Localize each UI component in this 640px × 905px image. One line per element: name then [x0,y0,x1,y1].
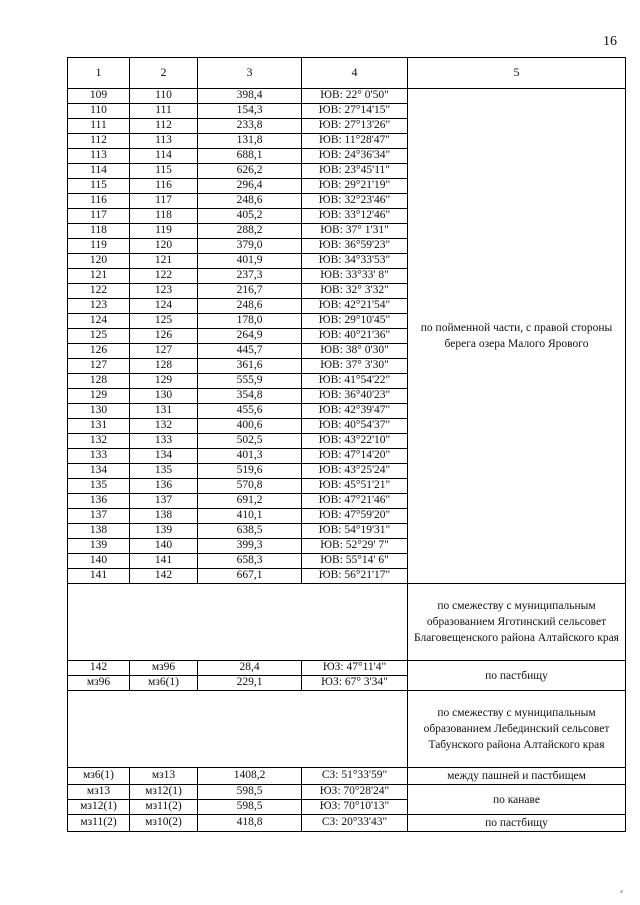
bearing-cell: ЮЗ: 70°28'24" [302,785,408,800]
from-point-cell: 131 [68,419,130,434]
length-cell: 658,3 [198,554,302,569]
to-point-cell: 122 [130,269,198,284]
section-description: между пашней и пастбищем [408,768,626,785]
to-point-cell: 119 [130,224,198,239]
to-point-cell: 137 [130,494,198,509]
from-point-cell: 136 [68,494,130,509]
table-row [68,89,626,104]
bearing-cell: ЮВ: 36°40'23" [302,389,408,404]
bearing-cell: ЮВ: 47°59'20" [302,509,408,524]
length-cell: 399,3 [198,539,302,554]
column-header: 5 [408,58,626,89]
length-cell: 154,3 [198,104,302,119]
bearing-cell: ЮВ: 27°13'26" [302,119,408,134]
section-description: по пастбищу [408,661,626,691]
to-point-cell: мз12(1) [130,785,198,800]
from-point-cell: 123 [68,299,130,314]
bearing-cell: ЮЗ: 70°10'13" [302,800,408,815]
from-point-cell: 127 [68,359,130,374]
to-point-cell: 126 [130,329,198,344]
length-cell: 398,4 [198,89,302,104]
from-point-cell: мз11(2) [68,815,130,832]
length-cell: 400,6 [198,419,302,434]
boundary-description: по смежеству с муниципальным образованием Лебединский сельсовет Табунского района Алтайского края [408,691,626,768]
bearing-cell: ЮВ: 32°23'46" [302,194,408,209]
length-cell: 598,5 [198,800,302,815]
bearing-cell: ЮВ: 43°22'10" [302,434,408,449]
from-point-cell: 132 [68,434,130,449]
to-point-cell: 141 [130,554,198,569]
bearing-cell: ЮВ: 37° 1'31" [302,224,408,239]
from-point-cell: 122 [68,284,130,299]
length-cell: 296,4 [198,179,302,194]
bearing-cell: ЮВ: 40°54'37" [302,419,408,434]
to-point-cell: 117 [130,194,198,209]
bearing-cell: ЮВ: 38° 0'30" [302,344,408,359]
to-point-cell: 121 [130,254,198,269]
bearing-cell: ЮВ: 34°33'53" [302,254,408,269]
column-header: 2 [130,58,198,89]
from-point-cell: 133 [68,449,130,464]
from-point-cell: 137 [68,509,130,524]
to-point-cell: 111 [130,104,198,119]
bearing-cell: ЮВ: 45°51'21" [302,479,408,494]
bearing-cell: ЮВ: 40°21'36" [302,329,408,344]
column-header: 4 [302,58,408,89]
length-cell: 626,2 [198,164,302,179]
from-point-cell: 134 [68,464,130,479]
from-point-cell: 115 [68,179,130,194]
to-point-cell: 128 [130,359,198,374]
from-point-cell: 114 [68,164,130,179]
bearing-cell: ЮВ: 33°12'46" [302,209,408,224]
bearing-cell: ЮВ: 42°39'47" [302,404,408,419]
boundary-row [68,584,626,661]
from-point-cell: 129 [68,389,130,404]
to-point-cell: 114 [130,149,198,164]
bearing-cell: ЮВ: 33°33' 8" [302,269,408,284]
bearing-cell: СЗ: 20°33'43" [302,815,408,832]
section-description: по пойменной части, с правой стороны берега озера Малого Ярового [408,89,626,584]
bearing-cell: СЗ: 51°33'59" [302,768,408,785]
to-point-cell: 142 [130,569,198,584]
length-cell: 455,6 [198,404,302,419]
scan-mark-icon: ⸗ [620,886,623,896]
length-cell: 131,8 [198,134,302,149]
bearing-cell: ЮВ: 29°21'19" [302,179,408,194]
to-point-cell: 123 [130,284,198,299]
to-point-cell: мз96 [130,661,198,676]
length-cell: 691,2 [198,494,302,509]
length-cell: 361,6 [198,359,302,374]
bearing-cell: ЮВ: 42°21'54" [302,299,408,314]
to-point-cell: 130 [130,389,198,404]
length-cell: 233,8 [198,119,302,134]
from-point-cell: мз13 [68,785,130,800]
column-header: 3 [198,58,302,89]
length-cell: 178,0 [198,314,302,329]
from-point-cell: 118 [68,224,130,239]
section-description: по пастбищу [408,815,626,832]
to-point-cell: мз13 [130,768,198,785]
boundary-row [68,691,626,768]
length-cell: 638,5 [198,524,302,539]
from-point-cell: 109 [68,89,130,104]
length-cell: 418,8 [198,815,302,832]
length-cell: 405,2 [198,209,302,224]
to-point-cell: 136 [130,479,198,494]
from-point-cell: 142 [68,661,130,676]
length-cell: 237,3 [198,269,302,284]
to-point-cell: 124 [130,299,198,314]
to-point-cell: 138 [130,509,198,524]
length-cell: 667,1 [198,569,302,584]
bearing-cell: ЮВ: 56°21'17" [302,569,408,584]
to-point-cell: 120 [130,239,198,254]
boundary-description: по смежеству с муниципальным образованием Яготинский сельсовет Благовещенского района Алтайского края [408,584,626,661]
from-point-cell: 117 [68,209,130,224]
bearing-cell: ЮВ: 27°14'15" [302,104,408,119]
from-point-cell: 111 [68,119,130,134]
to-point-cell: 116 [130,179,198,194]
from-point-cell: 112 [68,134,130,149]
from-point-cell: мз12(1) [68,800,130,815]
bearing-cell: ЮВ: 29°10'45" [302,314,408,329]
bearing-cell: ЮВ: 47°14'20" [302,449,408,464]
from-point-cell: мз6(1) [68,768,130,785]
from-point-cell: 116 [68,194,130,209]
length-cell: 1408,2 [198,768,302,785]
bearing-cell: ЮЗ: 47°11'4" [302,661,408,676]
bearing-cell: ЮЗ: 67° 3'34" [302,676,408,691]
length-cell: 354,8 [198,389,302,404]
table-row [68,768,626,785]
bearing-cell: ЮВ: 24°36'34" [302,149,408,164]
from-point-cell: 113 [68,149,130,164]
length-cell: 288,2 [198,224,302,239]
to-point-cell: 131 [130,404,198,419]
from-point-cell: 138 [68,524,130,539]
to-point-cell: 125 [130,314,198,329]
bearing-cell: ЮВ: 37° 3'30" [302,359,408,374]
length-cell: 445,7 [198,344,302,359]
boundary-table [67,57,626,832]
length-cell: 264,9 [198,329,302,344]
length-cell: 570,8 [198,479,302,494]
from-point-cell: 124 [68,314,130,329]
from-point-cell: 130 [68,404,130,419]
empty-cell [68,691,408,768]
bearing-cell: ЮВ: 43°25'24" [302,464,408,479]
length-cell: 401,9 [198,254,302,269]
length-cell: 28,4 [198,661,302,676]
length-cell: 410,1 [198,509,302,524]
to-point-cell: 135 [130,464,198,479]
from-point-cell: 119 [68,239,130,254]
length-cell: 519,6 [198,464,302,479]
from-point-cell: 141 [68,569,130,584]
table-row [68,785,626,800]
empty-cell [68,584,408,661]
bearing-cell: ЮВ: 55°14' 6" [302,554,408,569]
length-cell: 598,5 [198,785,302,800]
bearing-cell: ЮВ: 52°29' 7" [302,539,408,554]
bearing-cell: ЮВ: 41°54'22" [302,374,408,389]
bearing-cell: ЮВ: 22° 0'50" [302,89,408,104]
length-cell: 555,9 [198,374,302,389]
column-header: 1 [68,58,130,89]
bearing-cell: ЮВ: 11°28'47" [302,134,408,149]
from-point-cell: 128 [68,374,130,389]
page-number: 16 [603,34,617,49]
bearing-cell: ЮВ: 54°19'31" [302,524,408,539]
bearing-cell: ЮВ: 36°59'23" [302,239,408,254]
to-point-cell: мз10(2) [130,815,198,832]
from-point-cell: 120 [68,254,130,269]
header-row [68,58,626,89]
to-point-cell: 140 [130,539,198,554]
from-point-cell: мз96 [68,676,130,691]
length-cell: 688,1 [198,149,302,164]
length-cell: 248,6 [198,299,302,314]
to-point-cell: 112 [130,119,198,134]
bearing-cell: ЮВ: 32° 3'32" [302,284,408,299]
from-point-cell: 135 [68,479,130,494]
length-cell: 502,5 [198,434,302,449]
section-description: по канаве [408,785,626,815]
to-point-cell: 129 [130,374,198,389]
to-point-cell: 110 [130,89,198,104]
table-row [68,815,626,832]
to-point-cell: мз11(2) [130,800,198,815]
to-point-cell: 113 [130,134,198,149]
length-cell: 248,6 [198,194,302,209]
to-point-cell: 115 [130,164,198,179]
from-point-cell: 140 [68,554,130,569]
to-point-cell: 118 [130,209,198,224]
from-point-cell: 125 [68,329,130,344]
from-point-cell: 139 [68,539,130,554]
bearing-cell: ЮВ: 47°21'46" [302,494,408,509]
from-point-cell: 121 [68,269,130,284]
to-point-cell: 132 [130,419,198,434]
to-point-cell: мз6(1) [130,676,198,691]
table-row [68,661,626,676]
length-cell: 401,3 [198,449,302,464]
to-point-cell: 139 [130,524,198,539]
length-cell: 229,1 [198,676,302,691]
to-point-cell: 134 [130,449,198,464]
to-point-cell: 127 [130,344,198,359]
bearing-cell: ЮВ: 23°45'11" [302,164,408,179]
length-cell: 379,0 [198,239,302,254]
length-cell: 216,7 [198,284,302,299]
from-point-cell: 110 [68,104,130,119]
from-point-cell: 126 [68,344,130,359]
to-point-cell: 133 [130,434,198,449]
